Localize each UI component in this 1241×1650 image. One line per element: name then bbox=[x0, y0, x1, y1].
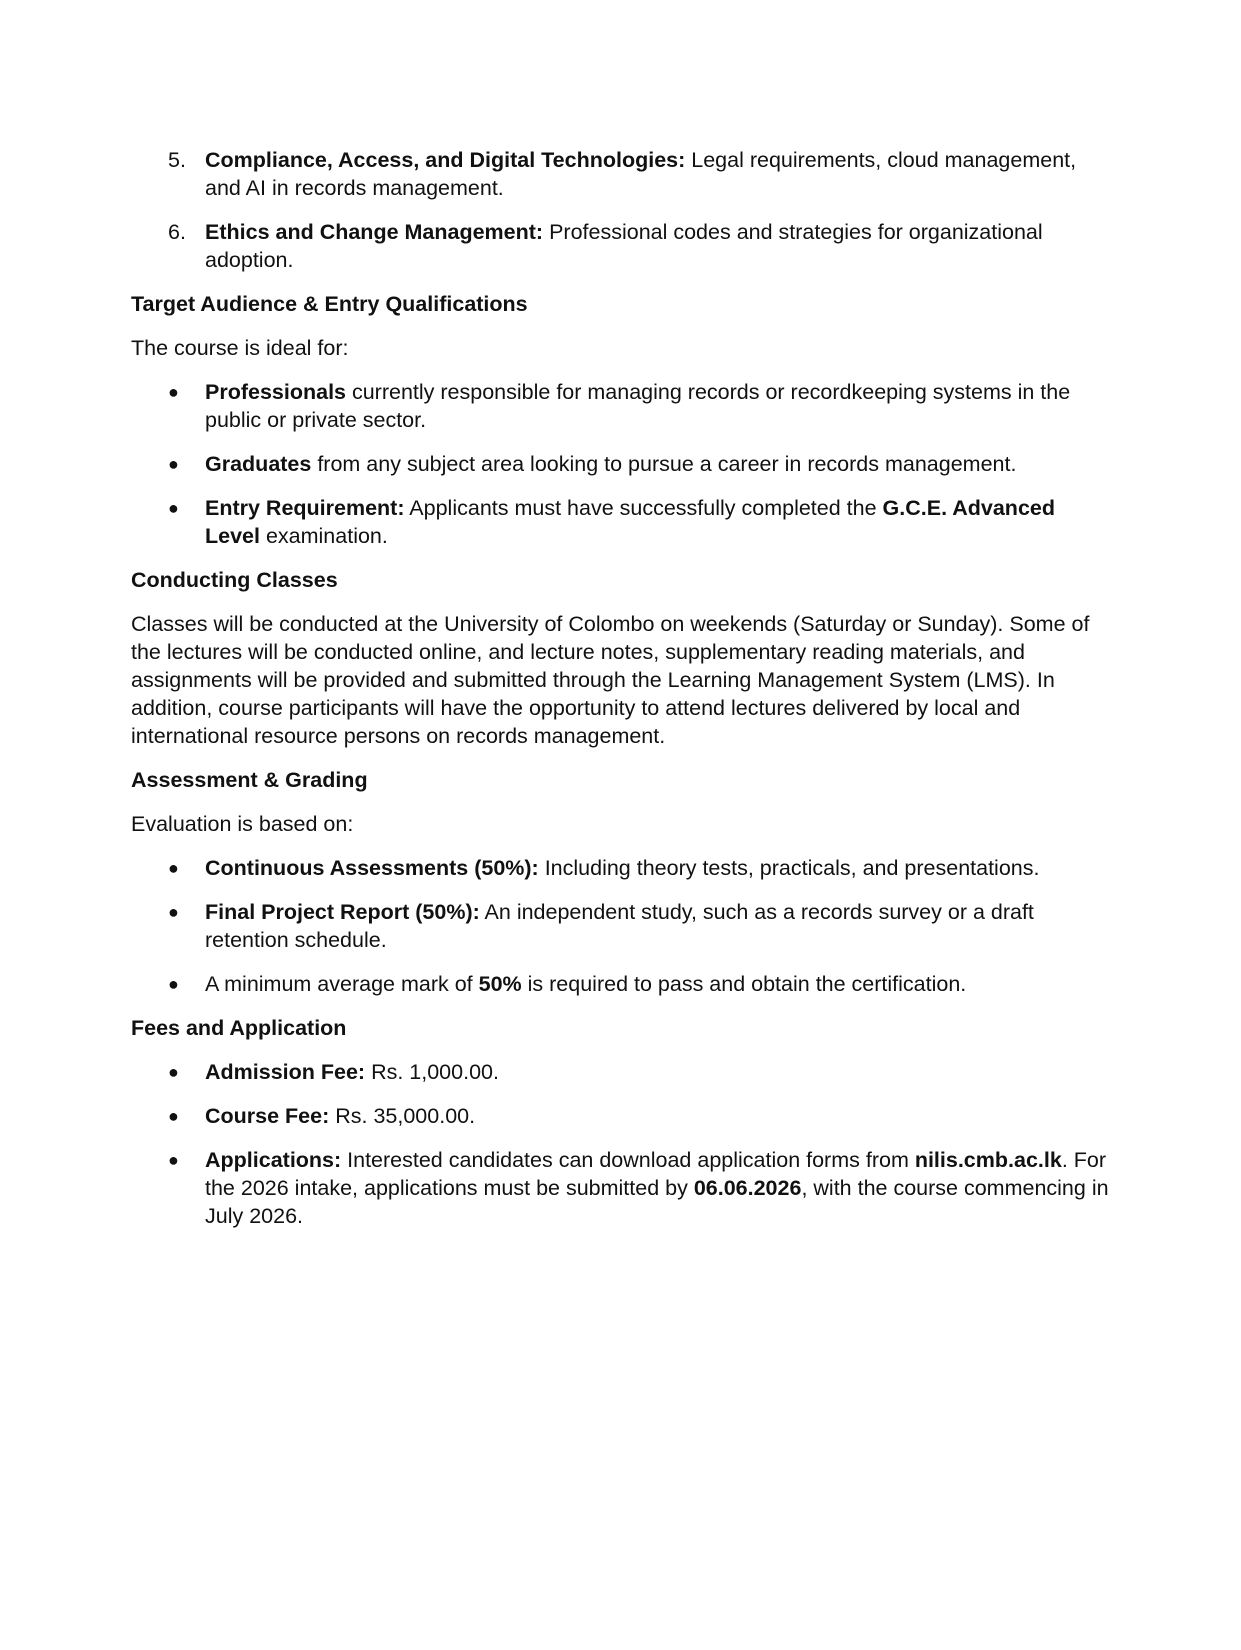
item-text: Including theory tests, practicals, and presentations. bbox=[538, 856, 1040, 880]
item-emphasis: G.C.E. Advanced Level bbox=[205, 496, 1055, 548]
item-text: Interested candidates can download application forms from bbox=[341, 1148, 915, 1172]
item-title: Admission Fee: bbox=[205, 1060, 366, 1084]
deadline-date: 06.06.2026 bbox=[693, 1176, 802, 1200]
bullet-icon: ● bbox=[168, 382, 179, 402]
item-title: Continuous Assessments (50%): bbox=[205, 856, 539, 880]
fees-list bbox=[131, 1058, 1111, 1230]
section-heading-classes: Conducting Classes bbox=[131, 568, 338, 592]
item-text: Rs. 35,000.00. bbox=[329, 1104, 476, 1128]
modules-list bbox=[131, 146, 1111, 274]
assessment-list bbox=[131, 854, 1111, 998]
assessment-intro: Evaluation is based on: bbox=[131, 812, 354, 836]
item-text: from any subject area looking to pursue a career in records management. bbox=[311, 452, 1017, 476]
target-list bbox=[131, 378, 1111, 550]
item-text: A minimum average mark of bbox=[205, 972, 479, 996]
item-title: Professionals bbox=[205, 380, 346, 404]
item-title: Graduates bbox=[205, 452, 312, 476]
list-item bbox=[131, 378, 1111, 434]
item-title: Entry Requirement: bbox=[205, 496, 405, 520]
bullet-icon: ● bbox=[168, 1150, 179, 1170]
list-item bbox=[131, 218, 1111, 274]
bullet-icon: ● bbox=[168, 858, 179, 878]
website-link[interactable]: nilis.cmb.ac.lk bbox=[914, 1148, 1062, 1172]
item-title: Final Project Report (50%): bbox=[205, 900, 480, 924]
classes-paragraph: Classes will be conducted at the University of Colombo on weekends (Saturday or Sunday). Some of the lectures will be conducted online, and lecture notes, supplementary reading materials, and assignments will be provided and submitted through the Learning Management System (LMS). In addition, course participants will have the opportunity to attend lectures delivered by local and international resource persons on records management. bbox=[131, 612, 1090, 748]
list-item bbox=[131, 898, 1111, 954]
list-item bbox=[131, 854, 1111, 882]
section-heading-assessment: Assessment & Grading bbox=[131, 768, 368, 792]
item-title: Compliance, Access, and Digital Technologies: bbox=[205, 148, 686, 172]
list-number: 5. bbox=[168, 148, 186, 172]
item-text: Rs. 1,000.00. bbox=[365, 1060, 499, 1084]
item-text: is required to pass and obtain the certification. bbox=[521, 972, 967, 996]
bullet-icon: ● bbox=[168, 902, 179, 922]
document-content bbox=[131, 146, 1111, 1246]
item-text: . For the 2026 intake, applications must be submitted by bbox=[205, 1148, 1107, 1200]
bullet-icon: ● bbox=[168, 454, 179, 474]
item-text: An independent study, such as a records survey or a draft retention schedule. bbox=[205, 900, 1034, 952]
item-text: examination. bbox=[259, 524, 388, 548]
list-item bbox=[131, 494, 1111, 550]
item-text: Applicants must have successfully completed the bbox=[404, 496, 883, 520]
list-item bbox=[131, 1102, 1111, 1130]
item-text: Legal requirements, cloud management, and AI in records management. bbox=[205, 148, 1077, 200]
item-title: Ethics and Change Management: bbox=[205, 220, 544, 244]
list-number: 6. bbox=[168, 220, 186, 244]
section-heading-target-audience: Target Audience & Entry Qualifications bbox=[131, 292, 528, 316]
item-title: Applications: bbox=[205, 1148, 342, 1172]
target-intro: The course is ideal for: bbox=[131, 336, 349, 360]
bullet-icon: ● bbox=[168, 498, 179, 518]
bullet-icon: ● bbox=[168, 974, 179, 994]
item-text: Professional codes and strategies for organizational adoption. bbox=[205, 220, 1043, 272]
bullet-icon: ● bbox=[168, 1062, 179, 1082]
item-emphasis: 50% bbox=[478, 972, 522, 996]
bullet-icon: ● bbox=[168, 1106, 179, 1126]
list-item bbox=[131, 1146, 1111, 1230]
list-item bbox=[131, 450, 1111, 478]
item-title: Course Fee: bbox=[205, 1104, 330, 1128]
list-item bbox=[131, 1058, 1111, 1086]
list-item bbox=[131, 146, 1111, 202]
list-item bbox=[131, 970, 1111, 998]
section-heading-fees: Fees and Application bbox=[131, 1016, 347, 1040]
item-text: currently responsible for managing records or recordkeeping systems in the public or private sector. bbox=[205, 380, 1071, 432]
item-text: , with the course commencing in July 2026. bbox=[205, 1176, 1109, 1228]
